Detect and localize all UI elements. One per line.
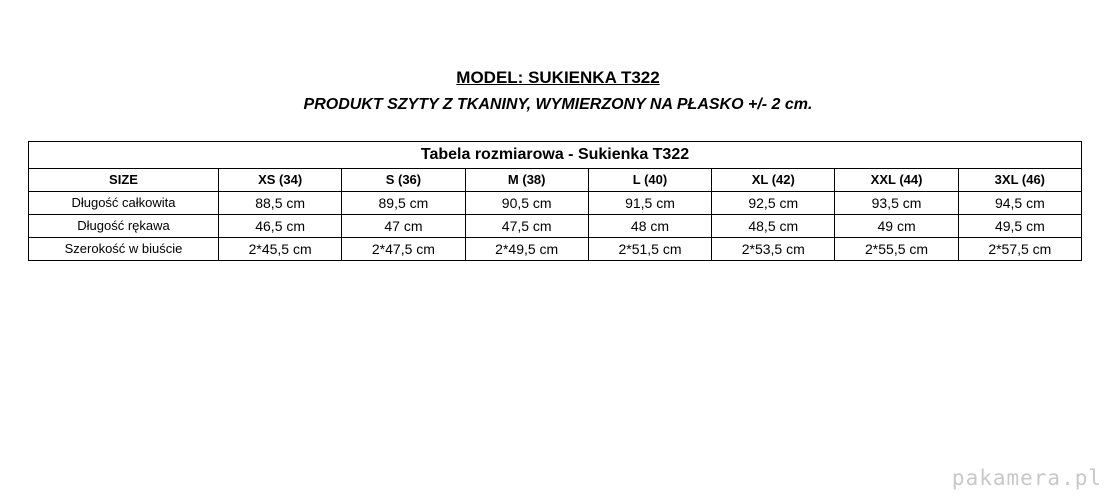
table-cell: 88,5 cm — [219, 192, 342, 215]
table-cell: 47 cm — [342, 215, 465, 238]
column-header: 3XL (46) — [958, 169, 1081, 192]
row-label: Długość rękawa — [29, 215, 219, 238]
table-cell: 49 cm — [835, 215, 958, 238]
table-cell: 89,5 cm — [342, 192, 465, 215]
table-cell: 2*45,5 cm — [219, 238, 342, 261]
table-cell: 2*51,5 cm — [588, 238, 711, 261]
table-cell: 46,5 cm — [219, 215, 342, 238]
table-cell: 2*49,5 cm — [465, 238, 588, 261]
table-row — [29, 238, 1082, 261]
row-label: Długość całkowita — [29, 192, 219, 215]
table-cell: 2*47,5 cm — [342, 238, 465, 261]
table-cell: 2*53,5 cm — [712, 238, 835, 261]
table-cell: 93,5 cm — [835, 192, 958, 215]
column-header: XS (34) — [219, 169, 342, 192]
row-label: Szerokość w biuście — [29, 238, 219, 261]
table-cell: 90,5 cm — [465, 192, 588, 215]
table-header-row — [29, 169, 1082, 192]
column-header: XL (42) — [712, 169, 835, 192]
table-cell: 92,5 cm — [712, 192, 835, 215]
table-cell: 47,5 cm — [465, 215, 588, 238]
column-header: S (36) — [342, 169, 465, 192]
table-row — [29, 215, 1082, 238]
table-cell: 48,5 cm — [712, 215, 835, 238]
table-cell: 91,5 cm — [588, 192, 711, 215]
table-cell: 2*57,5 cm — [958, 238, 1081, 261]
watermark-logo: pakamera.pl — [951, 466, 1102, 490]
table-row — [29, 192, 1082, 215]
page-title: MODEL: SUKIENKA T322 — [456, 68, 660, 87]
page-subtitle: PRODUKT SZYTY Z TKANINY, WYMIERZONY NA PŁASKO +/- 2 cm. — [303, 96, 813, 113]
column-header: XXL (44) — [835, 169, 958, 192]
table-cell: 49,5 cm — [958, 215, 1081, 238]
size-table — [28, 141, 1082, 261]
column-header: SIZE — [29, 169, 219, 192]
table-caption: Tabela rozmiarowa - Sukienka T322 — [29, 142, 1082, 169]
column-header: M (38) — [465, 169, 588, 192]
column-header: L (40) — [588, 169, 711, 192]
table-cell: 94,5 cm — [958, 192, 1081, 215]
table-cell: 48 cm — [588, 215, 711, 238]
table-cell: 2*55,5 cm — [835, 238, 958, 261]
